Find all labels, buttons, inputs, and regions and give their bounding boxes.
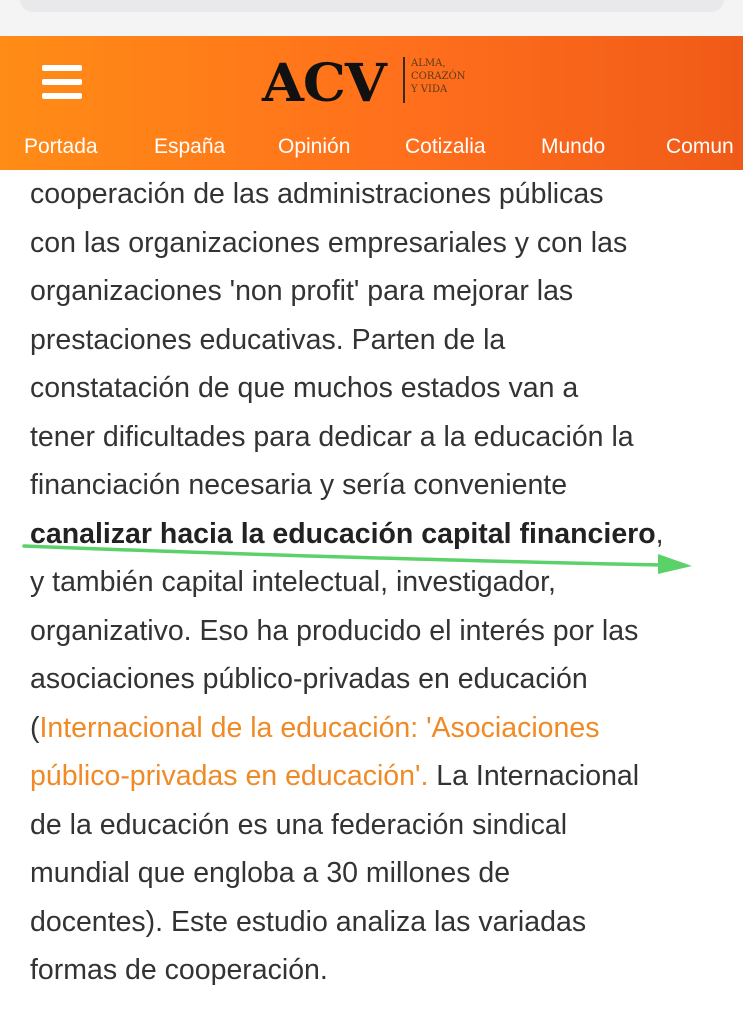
green-underline-arrow-icon — [22, 540, 702, 576]
site-header — [0, 36, 743, 170]
article-link-part1[interactable]: Internacional de la educación: 'Asociaciones — [39, 711, 600, 744]
text-line: prestaciones educativas. Parten de la — [30, 323, 506, 356]
logo-wordmark: ACV — [262, 53, 386, 114]
logo-tagline: ALMA, CORAZÓN Y VIDA — [411, 58, 466, 95]
text-after-link: La Internacional — [428, 760, 640, 792]
text-line: mundial que engloba a 30 millones de — [30, 857, 511, 889]
nav-item-opinion[interactable]: Opinión — [278, 135, 351, 158]
text-line: financiación necesaria y sería conveniente — [30, 469, 568, 501]
text-line: de la educación es una federación sindical — [30, 808, 568, 841]
nav-item-espana[interactable]: España — [154, 135, 226, 158]
nav-item-portada[interactable]: Portada — [24, 135, 98, 158]
nav-item-comunicacion[interactable]: Comun — [666, 135, 734, 158]
article-paragraph — [30, 170, 730, 995]
text-line: tener dificultades para dedicar a la educación la — [30, 420, 634, 453]
bold-phrase: canalizar hacia la educación capital financiero — [30, 517, 656, 550]
text-line — [30, 752, 730, 801]
comma: , — [655, 517, 664, 550]
text-line: con las organizaciones empresariales y con las — [30, 226, 628, 259]
text-line — [30, 704, 730, 753]
text-line: asociaciones público-privadas en educación — [30, 663, 588, 695]
text-line: organizativo. Eso ha producido el interés por las — [30, 614, 639, 647]
logo-divider — [403, 57, 405, 103]
section-nav — [0, 132, 743, 162]
text-line: organizaciones 'non profit' para mejorar las — [30, 275, 574, 307]
address-bar[interactable] — [20, 0, 724, 12]
article-link-part2[interactable]: público-privadas en educación'. — [30, 760, 429, 792]
browser-top-strip — [0, 0, 743, 36]
nav-item-cotizalia[interactable]: Cotizalia — [405, 135, 486, 158]
text-line: constatación de que muchos estados van a — [30, 372, 579, 404]
text-line: docentes). Este estudio analiza las variadas — [30, 905, 587, 938]
hamburger-menu-icon[interactable] — [42, 65, 82, 99]
text-line: formas de cooperación. — [30, 954, 328, 986]
nav-item-mundo[interactable]: Mundo — [541, 135, 606, 158]
open-paren: ( — [30, 711, 40, 744]
text-line: cooperación de las administraciones públicas — [30, 178, 604, 210]
text-line: y también capital intelectual, investigador, — [30, 566, 556, 598]
article-body — [30, 170, 730, 995]
